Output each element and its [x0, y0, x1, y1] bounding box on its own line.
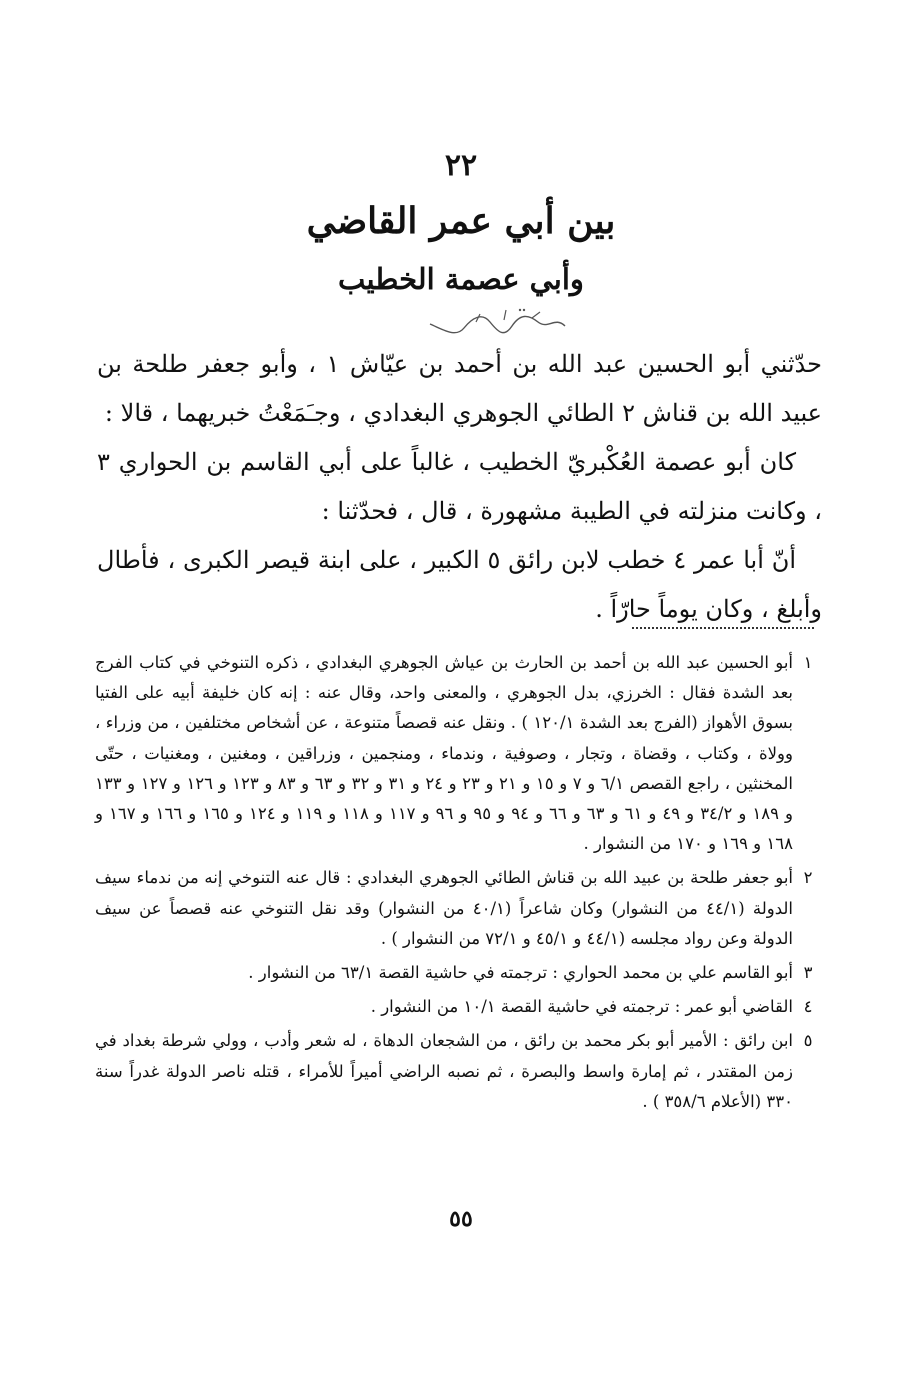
footnote-5 [95, 1026, 817, 1117]
story-subtitle: وأبي عصمة الخطيب [338, 262, 584, 296]
footnote-number: ٥ [803, 1031, 813, 1051]
paragraph-1: حدّثني أبو الحسين عبد الله بن أحمد بن عيّاش ١ ، وأبو جعفر طلحة بن عبيد الله بن قناش ٢ الطائي الجوهري البغدادي ، وجـَمَعْتُ خبريهما ، قالا : [97, 350, 822, 427]
footnotes [95, 648, 817, 1121]
footnote-text: القاضي أبو عمر : ترجمته في حاشية القصة ١٠/١ من النشوار . [370, 997, 793, 1017]
footnote-text: أبو القاسم علي بن محمد الحواري : ترجمته في حاشية القصة ٦٣/١ من النشوار . [248, 963, 793, 983]
footnote-number: ٢ [803, 868, 813, 888]
main-text [97, 340, 822, 634]
footnote-text: ابن رائق : الأمير أبو بكر محمد بن رائق ، من الشجعان الدهاة ، له شعر وأدب ، وولي شرطة بغداد في زمن المقتدر ، ثم إمارة واسط والبصرة ، ثم نصبه الراضي أميراً للأمراء ، قتله ناصر الدولة غدراً سنة ٣٣٠ (الأعلام ٣٥٨/٦ ) . [95, 1031, 793, 1111]
footnote-2 [95, 863, 817, 954]
footnote-3 [95, 958, 817, 988]
footnote-1 [95, 648, 817, 859]
footnote-divider [632, 627, 814, 629]
footnote-number: ٤ [803, 997, 813, 1017]
story-number: ٢٢ [444, 148, 478, 183]
paragraph-3: أنّ أبا عمر ٤ خطب لابن رائق ٥ الكبير ، على ابنة قيصر الكبرى ، فأطال وأبلغ ، وكان يوماً حارّاً . [97, 546, 822, 623]
page-number: ٥٥ [449, 1206, 473, 1232]
footnote-number: ٣ [803, 963, 813, 983]
paragraph-2: كان أبو عصمة العُكْبريّ الخطيب ، غالباً على أبي القاسم بن الحواري ٣ ، وكانت منزلته في الطيبة مشهورة ، قال ، فحدّثنا : [97, 448, 822, 525]
handwritten-annotation [420, 304, 570, 340]
footnote-number: ١ [803, 653, 813, 672]
footnote-text: أبو جعفر طلحة بن عبيد الله بن قناش الطائي الجوهري البغدادي : قال عنه التنوخي إنه من ندماء سيف الدولة (٤٤/١ من النشوار) وكان شاعراً (٤٠/١ من النشوار) وقد نقل التنوخي عنه قصصاً عن سيف الدولة وعن رواد مجلسه (٤٤/١ و ٤٥/١ و ٧٢/١ من النشوار ) . [95, 868, 793, 948]
story-title: بين أبي عمر القاضي [306, 200, 616, 242]
footnote-4 [95, 992, 817, 1022]
footnote-text: أبو الحسين عبد الله بن أحمد بن الحارث بن عياش الجوهري البغدادي ، ذكره التنوخي في كتاب الفرج بعد الشدة فقال : الخرزي، بدل الجوهري ، والمعنى واحد، وقال عنه : إنه كان خليفة أبيه على الفتيا بسوق الأهواز (الفرج بعد الشدة ١٢٠/١ ) . ونقل عنه قصصاً متنوعة ، عن أشخاص مختلفين ، من وزراء ، وولاة ، وكتاب ، وقضاة ، وتجار ، وصوفية ، وندماء ، ومنجمين ، وزراقين ، ومغنين ، ومغنيات ، حتّى المخنثين ، راجع القصص ٦/١ و ٧ و ١٥ و ٢١ و ٢٣ و ٢٤ و ٣١ و ٣٢ و ٦٣ و ٨٣ و ١٢٣ و ١٢٦ و ١٢٧ و ١٣٣ و ١٨٩ و ٣٤/٢ و ٤٩ و ٦١ و ٦٣ و ٦٦ و ٩٤ و ٩٥ و ٩٦ و ١١٧ و ١١٨ و ١١٩ و ١٢٤ و ١٦٥ و ١٦٦ و ١٦٧ و ١٦٨ و ١٦٩ و ١٧٠ من النشوار . [95, 653, 794, 854]
